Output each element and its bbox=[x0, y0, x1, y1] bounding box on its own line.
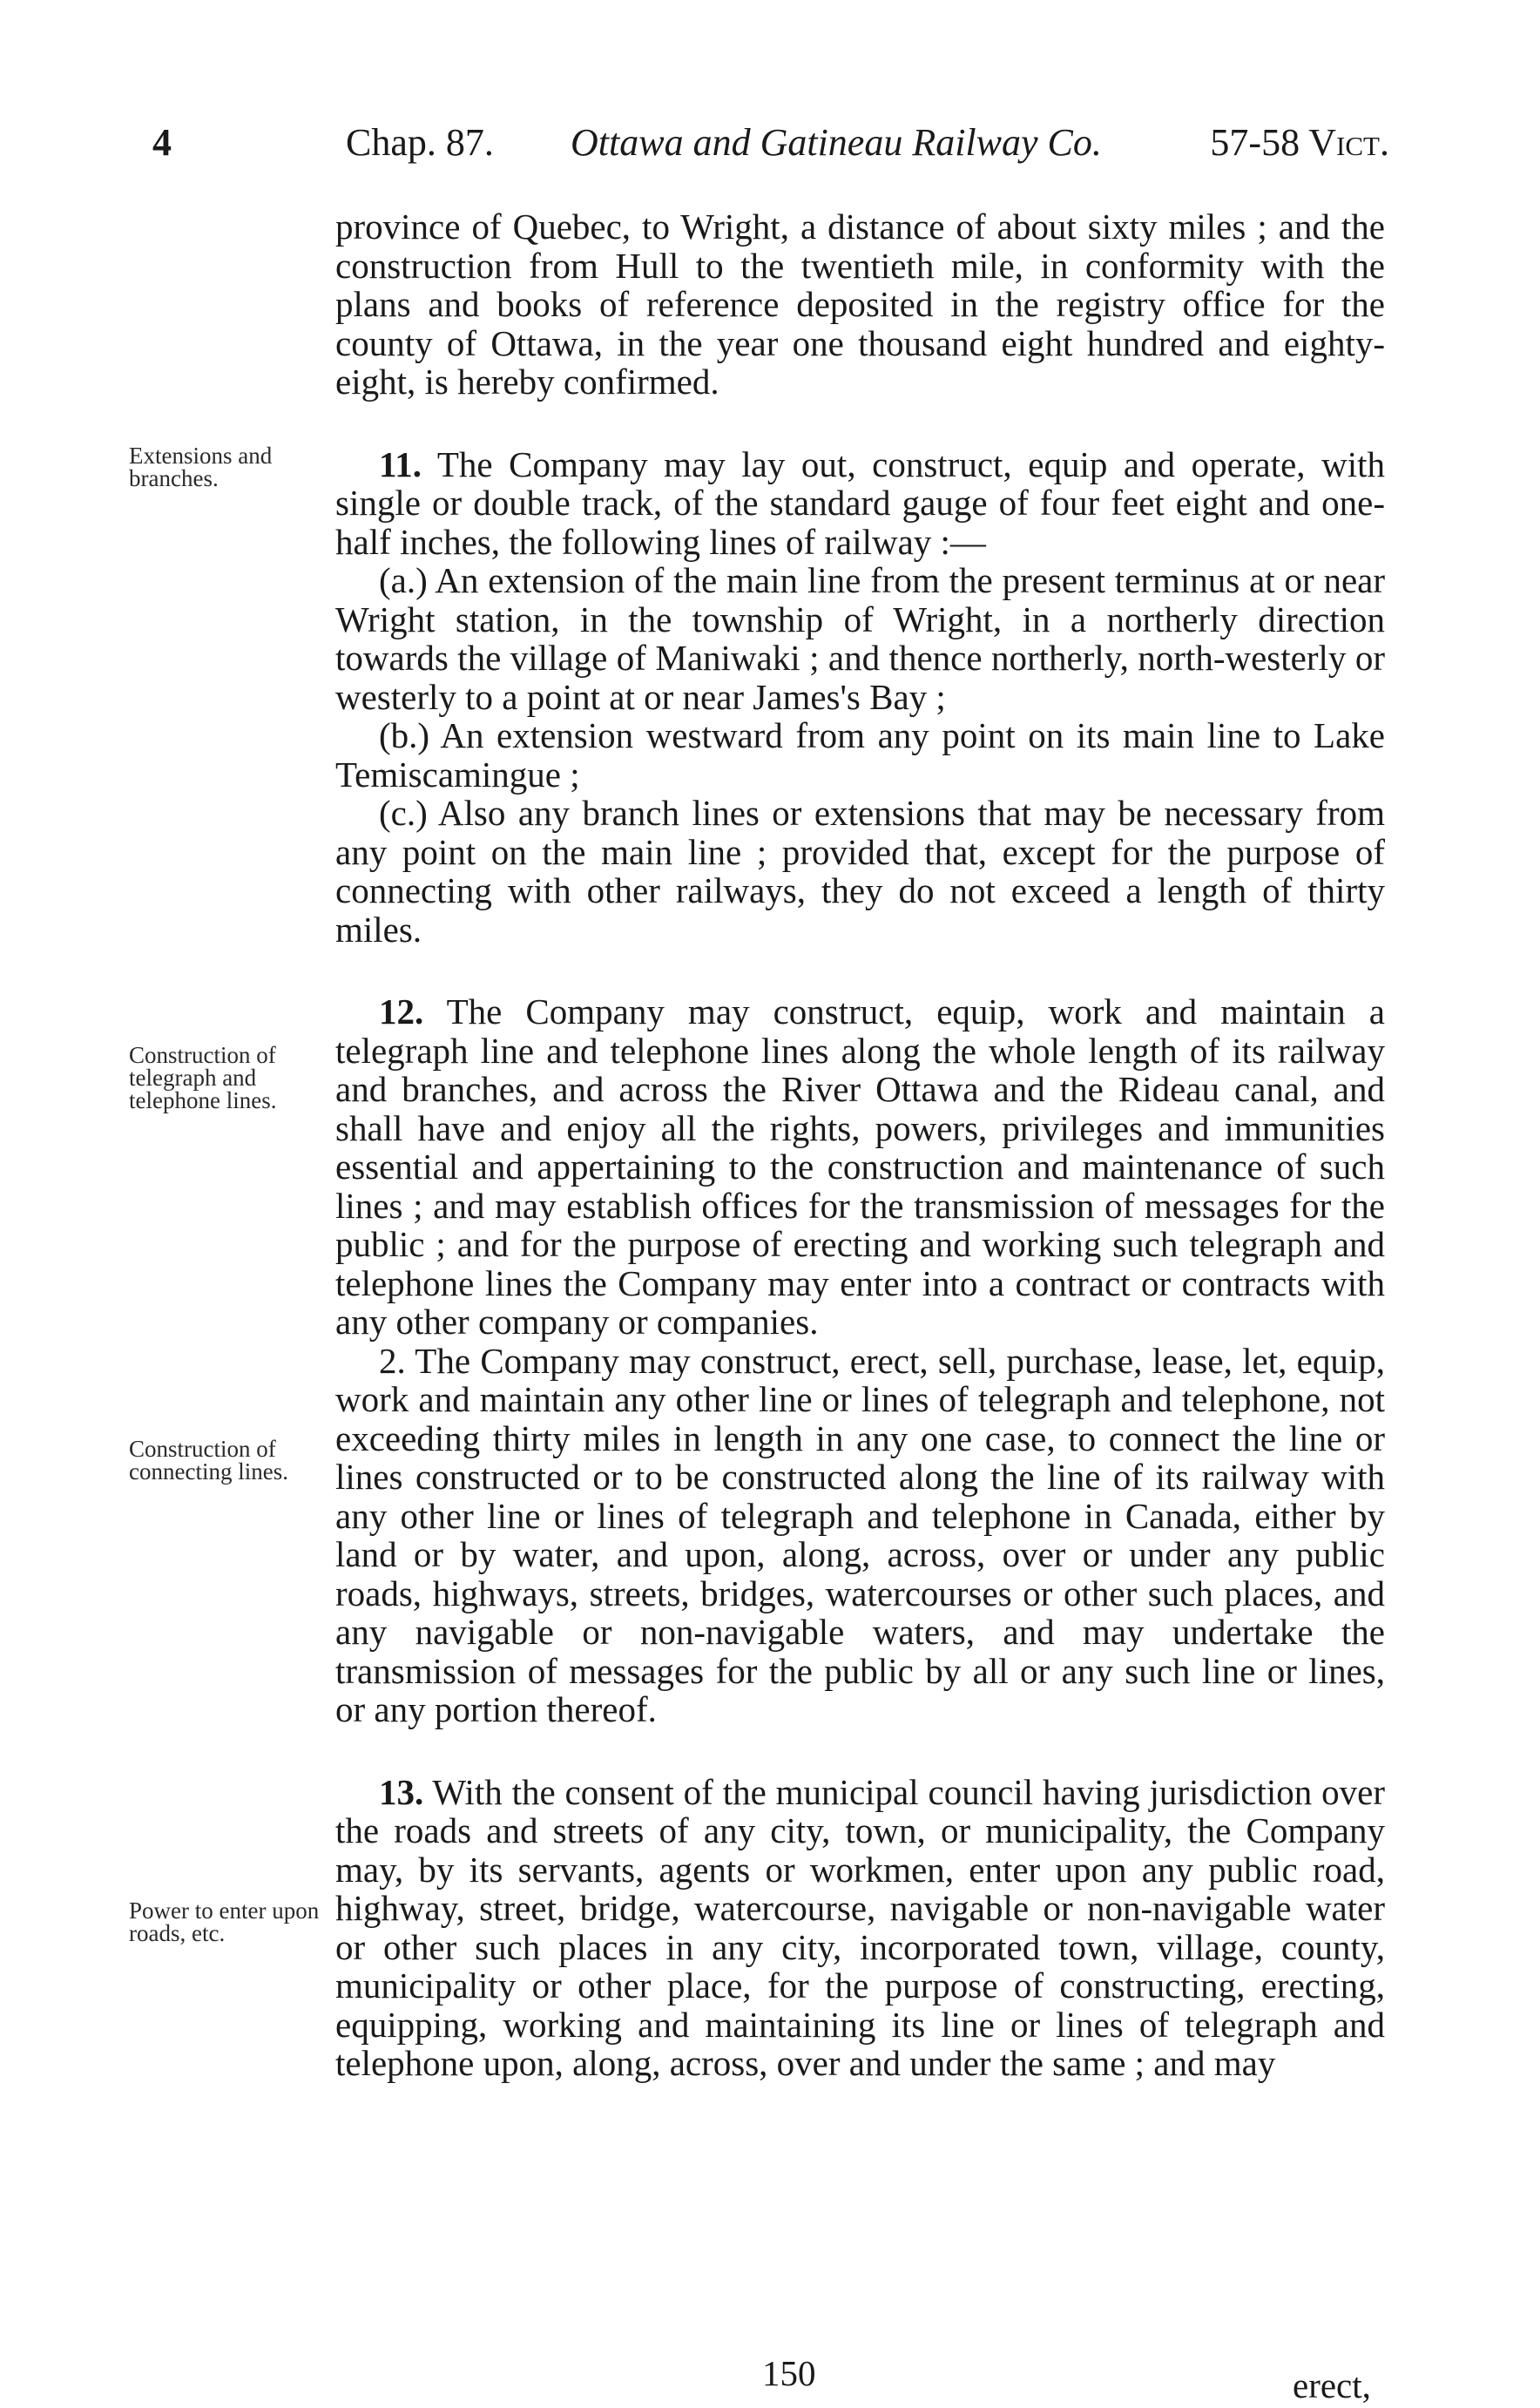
section-text: With the consent of the municipal council having jurisdiction over the roads and streets of any city, town, or municipality, the Company may, by its servants, agents or workmen, enter upon any public road, highway, street, bridge, watercourse, navigable or non-navigable water or other such places in any city, incorporated town, village, county, municipality or other place, for the purpose of constructing, erecting, equipping, working and maintaining its line or lines of telegraph and telephone upon, along, across, over and under the same ; and may bbox=[335, 1771, 1385, 2083]
section-12 bbox=[335, 992, 1385, 1342]
session-label: 57-58 Vict. bbox=[1210, 121, 1389, 164]
page-number: 4 bbox=[152, 121, 172, 164]
section-text: The Company may construct, equip, work and maintain a telegraph line and telephone lines along the whole length of its railway and branches, and across the River Ottawa and the Rideau canal, and shall have and enjoy all the rights, powers, privileges and immunities essential and appertaining to the construction and maintenance of such lines ; and may establish offices for the transmission of messages for the public ; and for the purpose of erecting and working such telegraph and telephone lines the Company may enter into a contract or contracts with any other company or companies. bbox=[335, 991, 1385, 1342]
catchword: erect, bbox=[1293, 2365, 1371, 2405]
running-header bbox=[152, 120, 1389, 181]
section-number: 13. bbox=[379, 1771, 424, 1812]
section-13 bbox=[335, 1773, 1385, 2083]
section-11-b: (b.) An extension westward from any point on its main line to Lake Temiscamingue ; bbox=[335, 715, 1385, 795]
section-11 bbox=[335, 445, 1385, 562]
folio-number: 150 bbox=[762, 2353, 816, 2393]
body-text bbox=[335, 207, 1385, 2083]
margin-note-roads: Power to enter upon roads, etc. bbox=[129, 1897, 320, 1946]
margin-note-telegraph: Construction of telegraph and telephone lines. bbox=[129, 1042, 277, 1113]
section-12-subsection-2: 2. The Company may construct, erect, sell, purchase, lease, let, equip, work and maintain any other line or lines of telegraph and telephone, not exceeding thirty miles in length in any one case, to connect the line or lines constructed or to be constructed along the line of its railway with any other line or lines of telegraph and telephone in Canada, either by land or by water, and upon, along, across, over or under any public roads, highways, streets, bridges, watercourses or other such places, and any navigable or non-navigable waters, and may undertake the transmission of messages for the public by all or any such line or lines, or any portion thereof. bbox=[335, 1340, 1385, 1729]
section-number: 12. bbox=[379, 991, 424, 1032]
section-number: 11. bbox=[379, 443, 422, 484]
margin-note-connecting: Construction of connecting lines. bbox=[129, 1436, 288, 1485]
act-title: Ottawa and Gatineau Railway Co. bbox=[571, 121, 1102, 164]
margin-note-extensions: Extensions and branches. bbox=[129, 443, 273, 491]
section-text: The Company may lay out, construct, equip and operate, with single or double track, of the standard gauge of four feet eight and one-half inches, the following lines of railway :— bbox=[335, 443, 1385, 562]
section-11-c: (c.) Also any branch lines or extensions that may be necessary from any point on the main line ; provided that, except for the purpose of connecting with other railways, they do not exceed a length of thirty miles. bbox=[335, 793, 1385, 950]
chapter-label: Chap. 87. bbox=[346, 121, 494, 164]
paragraph-intro: province of Quebec, to Wright, a distance of about sixty miles ; and the construction from Hull to the twentieth mile, in conformity with the plans and books of reference deposited in the registry office for the county of Ottawa, in the year one thousand eight hundred and eighty-eight, is hereby confirmed. bbox=[335, 206, 1385, 402]
section-11-a: (a.) An extension of the main line from the present terminus at or near Wright station, in the township of Wright, in a northerly direction towards the village of Maniwaki ; and thence northerly, north-westerly or westerly to a point at or near James's Bay ; bbox=[335, 560, 1385, 717]
